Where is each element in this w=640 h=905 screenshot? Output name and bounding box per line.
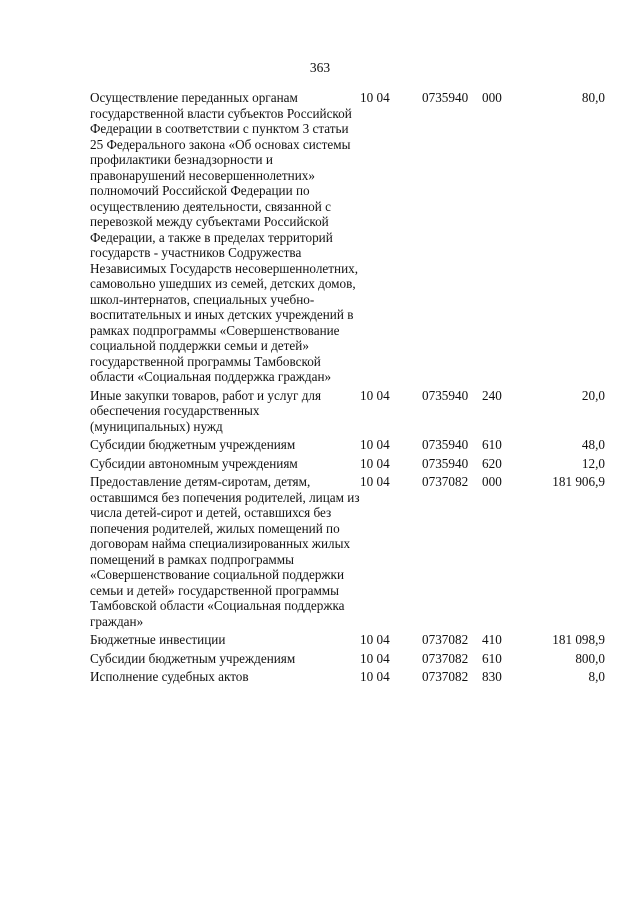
table-row [90,632,605,651]
row-amount: 80,0 [581,90,605,105]
row-name: Предоставление детям-сиротам, детям, оставшимся без попечения родителей, лицам из числа детей-сирот и детей, оставшихся без попечения родителей, жилых помещений по договорам найма специализированных жилых помещений в рамках подпрограммы «Совершенствование социальной поддержки семьи и детей» государственной программы Тамбовской области «Социальная поддержка граждан» [90,474,360,629]
row-expense-type: 000 [482,474,502,489]
row-name: Бюджетные инвестиции [90,632,226,647]
row-amount: 48,0 [581,437,605,452]
row-amount: 12,0 [581,455,605,471]
row-target-code: 0735940 [422,387,469,403]
row-section: 10 04 [360,437,390,452]
table-row [90,456,605,475]
row-section: 10 04 [360,669,390,684]
row-target-code: 0737082 [422,650,469,666]
row-expense-type: 410 [482,632,502,647]
budget-table [90,90,605,688]
table-row [90,651,605,670]
row-amount: 800,0 [575,650,605,666]
table-row [90,474,605,632]
page-number: 363 [309,60,331,75]
table-row [90,388,605,438]
row-expense-type: 240 [482,387,502,403]
row-section: 10 04 [360,474,390,489]
row-name: Осуществление переданных органам государственной власти субъектов Российской Федерации в соответствии с пунктом 3 статьи 25 Федерального закона «Об основах системы профилактики безнадзорности и правонарушений несовершеннолетних» полномочий Российской Федерации по осуществлению деятельности, связанной с перевозкой между субъектами Российской Федерации, а также в пределах территорий государств - участников Содружества Независимых Государств несовершеннолетних, самовольно ушедших из семей, детских домов, школ-интернатов, специальных учебно-воспитательных и иных детских учреждений в рамках подпрограммы «Совершенствование социальной поддержки семьи и детей» государственной программы Тамбовской области «Социальная поддержка граждан» [90,90,359,384]
row-name: Субсидии бюджетным учреждениям [90,650,296,666]
row-name: Иные закупки товаров, работ и услуг для обеспечения государственных (муниципальных) нужд [90,387,322,434]
row-expense-type: 830 [482,669,502,684]
row-section: 10 04 [360,632,390,647]
row-section: 10 04 [360,455,390,471]
row-target-code: 0737082 [422,632,469,647]
row-section: 10 04 [360,650,390,666]
row-name: Исполнение судебных актов [90,669,249,684]
row-section: 10 04 [360,90,390,105]
row-name: Субсидии бюджетным учреждениям [90,437,296,452]
row-amount: 20,0 [581,387,605,403]
row-expense-type: 610 [482,650,502,666]
row-name: Субсидии автономным учреждениям [90,455,298,471]
table-row [90,669,605,688]
row-expense-type: 620 [482,455,502,471]
row-expense-type: 000 [482,90,502,105]
row-target-code: 0735940 [422,437,469,452]
row-amount: 181 098,9 [552,632,605,647]
row-amount: 8,0 [588,669,605,684]
row-target-code: 0735940 [422,455,469,471]
table-row [90,437,605,456]
row-section: 10 04 [360,387,390,403]
row-target-code: 0735940 [422,90,469,105]
table-row [90,90,605,388]
row-amount: 181 906,9 [552,474,605,489]
row-target-code: 0737082 [422,474,469,489]
row-target-code: 0737082 [422,669,469,684]
row-expense-type: 610 [482,437,502,452]
